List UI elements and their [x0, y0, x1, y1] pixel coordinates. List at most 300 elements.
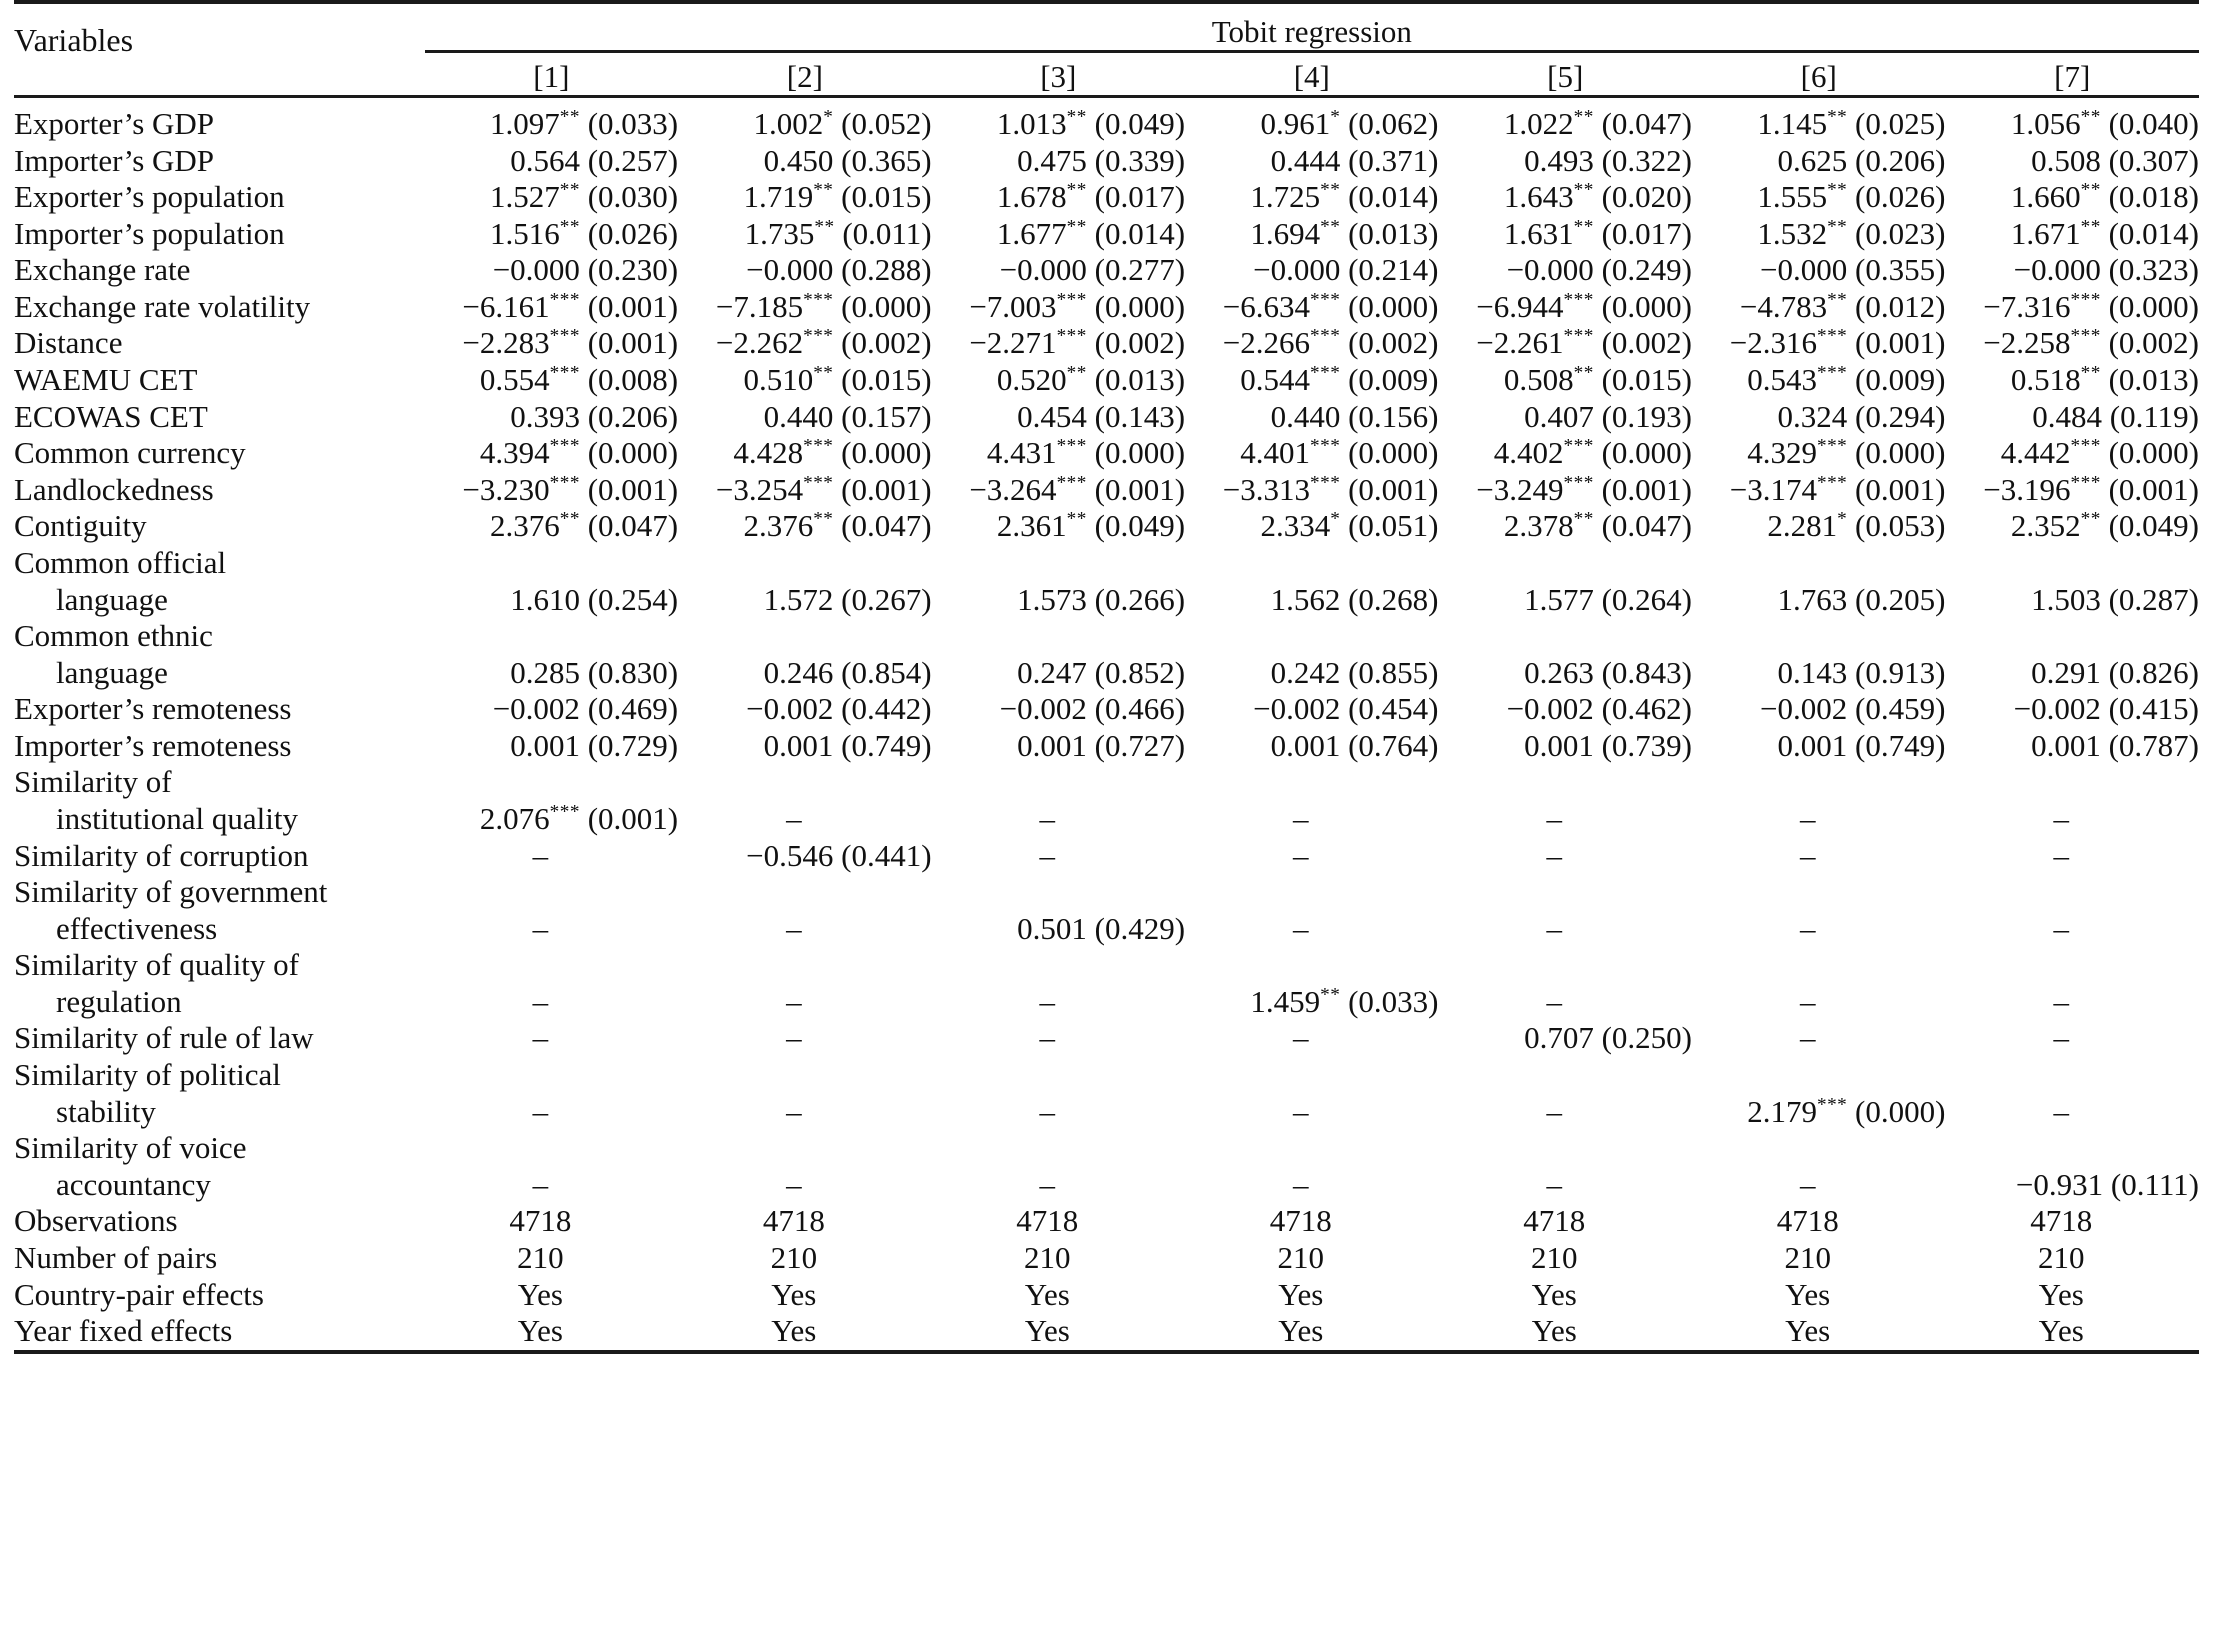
- cell-r6-c6: [1692, 289, 1945, 326]
- coefficient: 1.677: [996, 215, 1067, 251]
- cell-r7-c6: [1692, 325, 1945, 362]
- cell-r13-c6: [1692, 545, 1945, 618]
- row-label: [14, 435, 425, 472]
- row-label-text: Similarity of corruption: [14, 837, 309, 873]
- cell-r6-c3: [932, 289, 1185, 326]
- row-label: [14, 728, 425, 765]
- p-value: (0.012): [1847, 288, 1946, 324]
- cell-r3-c4: [1185, 179, 1438, 216]
- cell-r3-c2: [678, 179, 931, 216]
- p-value: (0.014): [2100, 215, 2199, 251]
- p-value: (0.913): [1847, 654, 1946, 690]
- group-span-rule: [425, 52, 2199, 60]
- cell-r6-c5: [1439, 289, 1692, 326]
- coefficient: 0.508: [2031, 142, 2101, 178]
- p-value: (0.111): [2103, 1166, 2199, 1202]
- cell-r12-c5: [1439, 508, 1692, 545]
- cell-r3-c3: [932, 179, 1185, 216]
- row-label-text: Contiguity: [14, 508, 147, 544]
- p-value: (0.852): [1086, 654, 1186, 690]
- coefficient: 1.671: [2010, 215, 2081, 251]
- significance-stars: **: [2080, 216, 2101, 238]
- cell-r19-c3: [932, 874, 1185, 947]
- coefficient: 0.518: [2010, 362, 2081, 398]
- cell-r22-c4: –: [1293, 1093, 1309, 1129]
- table-row: [14, 874, 2199, 947]
- cell-r27-c7: Yes: [2038, 1313, 2084, 1349]
- table-row: [14, 252, 2199, 289]
- row-label-text: Similarity of quality of: [14, 947, 299, 983]
- table-row: [14, 106, 2199, 143]
- significance-stars: **: [1827, 216, 1848, 238]
- coefficient: 0.440: [763, 398, 834, 434]
- cell-r17-c6: –: [1799, 800, 1816, 836]
- p-value: (0.009): [1340, 362, 1439, 398]
- significance-stars: ***: [803, 435, 834, 457]
- cell-r6-c4: [1185, 289, 1438, 326]
- p-value: (0.020): [1593, 179, 1692, 215]
- p-value: (0.015): [833, 362, 932, 398]
- p-value: (0.017): [1593, 215, 1692, 251]
- cell-r7-c3: [932, 325, 1185, 362]
- significance-stars: **: [2080, 509, 2101, 531]
- p-value: (0.469): [579, 691, 679, 727]
- row-label: [14, 325, 425, 362]
- cell-r19-c5: –: [1546, 910, 1562, 946]
- p-value: (0.257): [579, 142, 679, 178]
- cell-r9-c2: [678, 399, 931, 436]
- table-row: [14, 399, 2199, 436]
- coefficient: 1.516: [489, 215, 560, 251]
- coefficient: 0.520: [996, 362, 1067, 398]
- cell-r27-c3: Yes: [1024, 1313, 1070, 1349]
- significance-stars: **: [1066, 362, 1087, 384]
- header-group-tobit-regression: Tobit regression: [1211, 14, 1412, 49]
- cell-r2-c6: [1692, 143, 1945, 180]
- cell-r9-c3: [932, 399, 1185, 436]
- cell-r27-c6: Yes: [1785, 1313, 1831, 1349]
- table-row: [14, 435, 2199, 472]
- row-label: [14, 362, 425, 399]
- coefficient: −0.931: [2015, 1166, 2104, 1202]
- p-value: (0.371): [1340, 142, 1439, 178]
- significance-stars: ***: [1056, 435, 1087, 457]
- cell-r26-c5: Yes: [1531, 1276, 1577, 1312]
- significance-stars: ***: [1816, 472, 1848, 494]
- row-label: [14, 106, 425, 143]
- p-value: (0.062): [1340, 106, 1439, 141]
- coefficient: 0.143: [1777, 654, 1848, 690]
- cell-r20-c6: –: [1799, 983, 1816, 1019]
- significance-stars: ***: [549, 801, 580, 823]
- cell-r18-c2: [678, 838, 931, 875]
- cell-r4-c6: [1692, 216, 1945, 253]
- cell-r8-c7: [1945, 362, 2199, 399]
- p-value: (0.000): [1340, 435, 1439, 471]
- significance-stars: ***: [549, 472, 580, 494]
- p-value: (0.727): [1086, 727, 1186, 763]
- cell-r13-c5: [1439, 545, 1692, 618]
- significance-stars: ***: [1310, 435, 1341, 457]
- coefficient: 2.334: [1260, 508, 1331, 544]
- cell-r21-c2: –: [786, 1020, 802, 1056]
- header-variables: Variables: [14, 22, 134, 58]
- table-row: [14, 472, 2199, 509]
- p-value: (0.843): [1593, 654, 1692, 690]
- coefficient: 0.508: [1503, 362, 1574, 398]
- cell-r20-c3: –: [1039, 983, 1056, 1019]
- cell-r19-c1: –: [532, 910, 549, 946]
- coefficient: 0.407: [1524, 398, 1594, 434]
- table-row: [14, 838, 2199, 875]
- p-value: (0.206): [579, 398, 679, 434]
- bottom-rule: [14, 1352, 2199, 1364]
- coefficient: 2.376: [489, 508, 560, 544]
- significance-stars: ***: [1310, 472, 1341, 494]
- table-row: [14, 728, 2199, 765]
- p-value: (0.254): [579, 581, 679, 617]
- significance-stars: ***: [1563, 472, 1594, 494]
- cell-r20-c1: –: [532, 983, 549, 1019]
- p-value: (0.307): [2100, 142, 2199, 178]
- row-label-text: Common official: [14, 544, 227, 580]
- column-header-4: [4]: [1293, 59, 1330, 94]
- coefficient: −0.002: [492, 691, 580, 727]
- coefficient: 0.493: [1524, 142, 1594, 178]
- p-value: (0.047): [1593, 106, 1692, 141]
- p-value: (0.749): [1847, 727, 1946, 763]
- significance-stars: **: [1573, 216, 1594, 238]
- cell-r5-c5: [1439, 252, 1692, 289]
- p-value: (0.000): [1847, 435, 1946, 471]
- coefficient: −0.000: [492, 252, 580, 288]
- cell-r4-c5: [1439, 216, 1692, 253]
- cell-r17-c7: –: [2053, 800, 2069, 836]
- coefficient: −2.261: [1476, 325, 1564, 361]
- significance-stars: **: [2080, 179, 2101, 201]
- coefficient: 0.393: [510, 398, 580, 434]
- cell-r14-c6: [1692, 618, 1945, 691]
- cell-r21-c3: –: [1039, 1020, 1056, 1056]
- table-row: [14, 1203, 2199, 1240]
- p-value: (0.030): [579, 179, 679, 215]
- cell-r26-c3: Yes: [1024, 1276, 1070, 1312]
- cell-r15-c1: [425, 691, 678, 728]
- column-header-5: [5]: [1547, 59, 1584, 94]
- cell-r15-c4: [1185, 691, 1438, 728]
- significance-stars: **: [559, 509, 580, 531]
- cell-r25-c4: 210: [1277, 1239, 1325, 1275]
- cell-r21-c7: –: [2053, 1020, 2069, 1056]
- coefficient: −2.266: [1222, 325, 1311, 361]
- cell-r1-c1: [425, 106, 678, 143]
- cell-r5-c4: [1185, 252, 1438, 289]
- row-label-text: Exchange rate: [14, 252, 191, 288]
- row-label-text: Similarity of political: [14, 1057, 281, 1093]
- p-value: (0.049): [2100, 508, 2199, 544]
- cell-r11-c6: [1692, 472, 1945, 509]
- cell-r23-c5: –: [1546, 1166, 1562, 1202]
- coefficient: 0.285: [510, 654, 580, 690]
- p-value: (0.000): [2100, 435, 2199, 471]
- p-value: (0.013): [1340, 215, 1439, 251]
- coefficient: 2.378: [1503, 508, 1574, 544]
- p-value: (0.156): [1340, 398, 1439, 434]
- coefficient: 1.660: [2010, 179, 2081, 215]
- significance-stars: ***: [549, 435, 580, 457]
- cell-r21-c5: [1439, 1020, 1692, 1057]
- row-label: [14, 1277, 425, 1314]
- significance-stars: ***: [1816, 1094, 1848, 1116]
- table-row: [14, 1313, 2199, 1352]
- cell-r17-c3: –: [1039, 800, 1056, 836]
- coefficient: −3.174: [1729, 471, 1817, 507]
- p-value: (0.466): [1086, 691, 1186, 727]
- coefficient: −6.634: [1222, 288, 1311, 324]
- coefficient: 0.707: [1524, 1020, 1594, 1056]
- cell-r10-c7: [1945, 435, 2199, 472]
- p-value: (0.205): [1847, 581, 1946, 617]
- row-label: [14, 399, 425, 436]
- table-row: [14, 362, 2199, 399]
- tobit-regression-table: [14, 0, 2199, 1364]
- significance-stars: ***: [2070, 289, 2101, 311]
- cell-r14-c4: [1185, 618, 1438, 691]
- significance-stars: ***: [1816, 326, 1848, 348]
- cell-r24-c5: 4718: [1523, 1203, 1586, 1239]
- coefficient: −0.000: [746, 252, 834, 288]
- cell-r10-c3: [932, 435, 1185, 472]
- cell-r22-c7: –: [2053, 1093, 2069, 1129]
- cell-r13-c7: [1945, 545, 2199, 618]
- p-value: (0.441): [833, 837, 932, 873]
- row-label-continuation: accountancy: [56, 1166, 211, 1202]
- cell-r10-c1: [425, 435, 678, 472]
- p-value: (0.025): [1847, 106, 1946, 141]
- cell-r21-c4: –: [1293, 1020, 1309, 1056]
- p-value: (0.001): [2100, 471, 2199, 507]
- cell-r18-c3: –: [1039, 837, 1056, 873]
- p-value: (0.119): [2102, 398, 2199, 434]
- cell-r24-c1: 4718: [509, 1203, 572, 1239]
- row-label-text: Landlockedness: [14, 471, 214, 507]
- cell-r7-c2: [678, 325, 931, 362]
- p-value: (0.033): [1340, 983, 1439, 1019]
- coefficient: 1.577: [1524, 581, 1594, 617]
- cell-r26-c7: Yes: [2038, 1276, 2084, 1312]
- cell-r14-c7: [1945, 618, 2199, 691]
- p-value: (0.047): [833, 508, 932, 544]
- table-row: [14, 947, 2199, 1020]
- cell-r26-c4: Yes: [1278, 1276, 1324, 1312]
- cell-r7-c5: [1439, 325, 1692, 362]
- cell-r17-c2: –: [786, 800, 802, 836]
- coefficient: 1.555: [1757, 179, 1828, 215]
- table-row: [14, 1057, 2199, 1130]
- coefficient: 2.376: [743, 508, 814, 544]
- cell-r15-c2: [678, 691, 931, 728]
- cell-r18-c7: –: [2053, 837, 2069, 873]
- significance-stars: **: [1573, 509, 1594, 531]
- p-value: (0.287): [2100, 581, 2199, 617]
- p-value: (0.001): [1086, 471, 1186, 507]
- row-label: [14, 179, 425, 216]
- cell-r12-c2: [678, 508, 931, 545]
- table-row: [14, 545, 2199, 618]
- significance-stars: **: [1827, 106, 1848, 128]
- p-value: (0.206): [1847, 142, 1946, 178]
- significance-stars: **: [1573, 106, 1594, 128]
- p-value: (0.442): [833, 691, 932, 727]
- row-label: [14, 1313, 425, 1352]
- coefficient: 1.643: [1503, 179, 1574, 215]
- cell-r16-c2: [678, 728, 931, 765]
- coefficient: 4.329: [1747, 435, 1817, 471]
- coefficient: 1.610: [510, 581, 580, 617]
- cell-r15-c3: [932, 691, 1185, 728]
- cell-r27-c2: Yes: [771, 1313, 817, 1349]
- significance-stars: ***: [2070, 435, 2101, 457]
- coefficient: 1.573: [1017, 581, 1087, 617]
- p-value: (0.002): [1593, 325, 1692, 361]
- p-value: (0.013): [2100, 362, 2199, 398]
- significance-stars: **: [1827, 179, 1848, 201]
- row-label-text: Similarity of rule of law: [14, 1020, 314, 1056]
- row-label-text: Exporter’s GDP: [14, 106, 215, 141]
- significance-stars: **: [1573, 179, 1594, 201]
- coefficient: 0.501: [1017, 910, 1087, 946]
- row-label-text: Year fixed effects: [14, 1313, 233, 1349]
- coefficient: −2.258: [1983, 325, 2071, 361]
- cell-r8-c3: [932, 362, 1185, 399]
- coefficient: 1.725: [1250, 179, 1321, 215]
- cell-r18-c4: –: [1293, 837, 1309, 873]
- cell-r12-c6: [1692, 508, 1945, 545]
- cell-r5-c1: [425, 252, 678, 289]
- row-label-text: ECOWAS CET: [14, 398, 208, 434]
- p-value: (0.040): [2100, 106, 2199, 141]
- significance-stars: ***: [549, 326, 580, 348]
- coefficient: 0.625: [1777, 142, 1848, 178]
- cell-r2-c1: [425, 143, 678, 180]
- p-value: (0.001): [579, 325, 679, 361]
- coefficient: −0.002: [1506, 691, 1594, 727]
- cell-r9-c6: [1692, 399, 1945, 436]
- coefficient: 1.562: [1270, 581, 1341, 617]
- p-value: (0.826): [2100, 654, 2199, 690]
- cell-r14-c2: [678, 618, 931, 691]
- row-label-text: Number of pairs: [14, 1239, 218, 1275]
- row-label: [14, 545, 425, 618]
- cell-r23-c7: [1945, 1130, 2199, 1203]
- coefficient: −0.002: [1760, 691, 1848, 727]
- p-value: (0.268): [1340, 581, 1439, 617]
- p-value: (0.322): [1593, 142, 1692, 178]
- coefficient: 0.554: [479, 362, 550, 398]
- coefficient: −3.249: [1476, 471, 1564, 507]
- cell-r12-c4: [1185, 508, 1438, 545]
- p-value: (0.053): [1847, 508, 1946, 544]
- p-value: (0.001): [1593, 471, 1692, 507]
- p-value: (0.015): [833, 179, 932, 215]
- cell-r23-c4: –: [1293, 1166, 1309, 1202]
- cell-r1-c5: [1439, 106, 1692, 143]
- table-row: [14, 618, 2199, 691]
- coefficient: 0.001: [1017, 727, 1087, 763]
- cell-r13-c4: [1185, 545, 1438, 618]
- coefficient: −3.254: [715, 471, 804, 507]
- cell-r16-c5: [1439, 728, 1692, 765]
- cell-r16-c4: [1185, 728, 1438, 765]
- p-value: (0.462): [1593, 691, 1692, 727]
- row-label: [14, 947, 425, 1020]
- cell-r5-c6: [1692, 252, 1945, 289]
- cell-r19-c6: –: [1799, 910, 1816, 946]
- coefficient: −0.002: [746, 691, 834, 727]
- row-label: [14, 874, 425, 947]
- cell-r11-c7: [1945, 472, 2199, 509]
- p-value: (0.000): [1593, 288, 1692, 324]
- cell-r22-c1: –: [532, 1093, 549, 1129]
- cell-r3-c6: [1692, 179, 1945, 216]
- coefficient: −0.002: [2013, 691, 2101, 727]
- significance-stars: ***: [1310, 326, 1341, 348]
- coefficient: 1.631: [1503, 215, 1574, 251]
- cell-r15-c5: [1439, 691, 1692, 728]
- p-value: (0.855): [1340, 654, 1439, 690]
- p-value: (0.001): [579, 471, 679, 507]
- significance-stars: ***: [549, 362, 580, 384]
- row-label: [14, 472, 425, 509]
- cell-r20-c7: –: [2053, 983, 2069, 1019]
- cell-r25-c2: 210: [770, 1239, 818, 1275]
- p-value: (0.001): [833, 471, 932, 507]
- significance-stars: **: [1320, 216, 1341, 238]
- p-value: (0.008): [579, 362, 679, 398]
- cell-r21-c6: –: [1799, 1020, 1816, 1056]
- cell-r2-c5: [1439, 143, 1692, 180]
- p-value: (0.000): [1340, 288, 1439, 324]
- p-value: (0.294): [1847, 398, 1946, 434]
- coefficient: −3.196: [1983, 471, 2071, 507]
- coefficient: 1.145: [1757, 106, 1828, 141]
- coefficient: 1.719: [743, 179, 814, 215]
- row-label: [14, 618, 425, 691]
- coefficient: 4.394: [479, 435, 550, 471]
- p-value: (0.002): [2100, 325, 2199, 361]
- cell-r19-c4: –: [1293, 910, 1309, 946]
- coefficient: 0.247: [1017, 654, 1087, 690]
- cell-r18-c5: –: [1546, 837, 1562, 873]
- p-value: (0.052): [833, 106, 932, 141]
- p-value: (0.000): [579, 435, 679, 471]
- significance-stars: **: [1320, 984, 1341, 1006]
- cell-r5-c2: [678, 252, 931, 289]
- p-value: (0.459): [1847, 691, 1946, 727]
- significance-stars: ***: [1056, 326, 1087, 348]
- p-value: (0.267): [833, 581, 932, 617]
- cell-r16-c3: [932, 728, 1185, 765]
- p-value: (0.001): [1847, 471, 1946, 507]
- p-value: (0.051): [1340, 508, 1439, 544]
- p-value: (0.365): [833, 142, 932, 178]
- cell-r1-c4: [1185, 106, 1438, 143]
- cell-r17-c4: –: [1293, 800, 1309, 836]
- p-value: (0.049): [1086, 106, 1186, 141]
- p-value: (0.000): [833, 288, 932, 324]
- row-label-text: Observations: [14, 1203, 178, 1239]
- row-label: [14, 252, 425, 289]
